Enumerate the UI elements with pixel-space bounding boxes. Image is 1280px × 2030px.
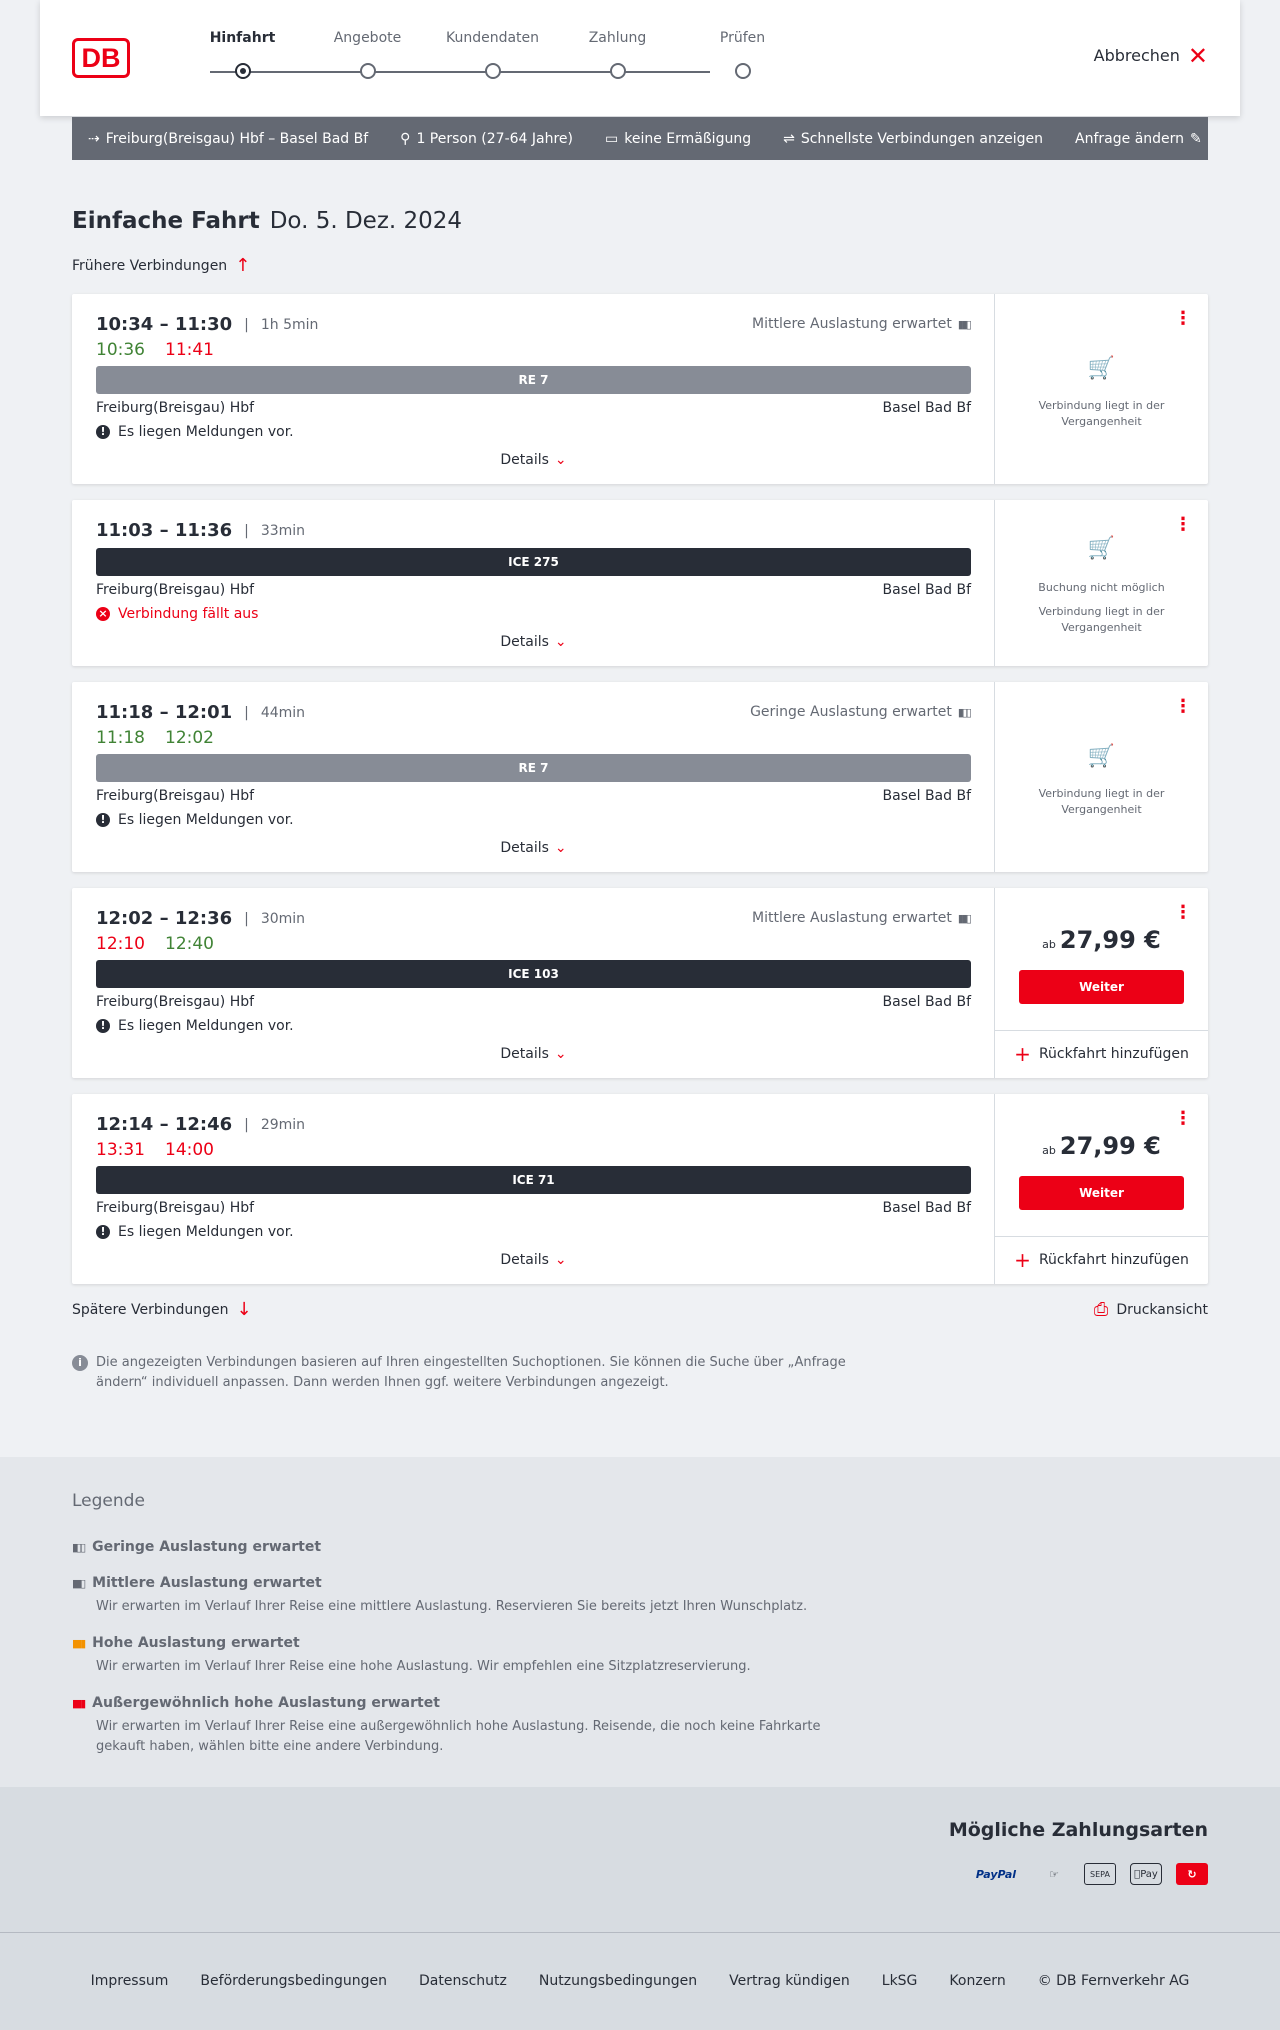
print-view-link[interactable]: ⎙ Druckansicht — [1093, 1299, 1208, 1320]
load-indicator: Mittlere Auslastung erwartet ▮▮▯ — [752, 910, 970, 926]
progress-stepper — [180, 30, 766, 90]
duration: | 30min — [244, 911, 305, 927]
chevron-down-icon: ⌄ — [554, 1252, 567, 1268]
info-icon: i — [72, 1355, 88, 1371]
step-dot — [485, 63, 501, 79]
filter-icon: ⇌ — [783, 130, 795, 147]
payment-section — [0, 1787, 1280, 1932]
connection-card — [72, 682, 1208, 872]
earlier-connections-link[interactable]: Frühere Verbindungen ↑ — [72, 255, 251, 276]
step-hinfahrt[interactable]: Hinfahrt — [180, 30, 305, 46]
step-dot — [735, 63, 751, 79]
connection-card — [72, 500, 1208, 666]
realtime: 12:10 12:40 — [96, 934, 214, 954]
footer-link-vertrag[interactable]: Vertrag kündigen — [729, 1973, 850, 1989]
price: ab 27,99 € — [1042, 926, 1161, 954]
chevron-down-icon: ⌄ — [554, 1046, 567, 1062]
details-toggle[interactable]: Details ⌄ — [500, 634, 567, 650]
duration: | 44min — [244, 705, 305, 721]
cart-cancel-icon: 🛒 — [1087, 536, 1116, 561]
details-toggle[interactable]: Details ⌄ — [500, 840, 567, 856]
booking-not-possible: Buchung nicht möglich — [1038, 581, 1165, 594]
load-low-icon: ▮▯▯ — [957, 705, 970, 719]
realtime: 13:31 14:00 — [96, 1140, 214, 1160]
train-bar[interactable]: RE 7 — [96, 754, 971, 782]
footer-link-impressum[interactable]: Impressum — [90, 1973, 169, 1989]
train-bar[interactable]: ICE 275 — [96, 548, 971, 576]
step-dot — [235, 63, 251, 79]
card-icon: ▭ — [605, 130, 619, 147]
footer — [0, 1932, 1280, 2030]
credit-card-icon: ☞ — [1049, 1867, 1059, 1881]
alert-icon: ! — [96, 813, 110, 827]
stepper-line — [210, 71, 710, 73]
person-icon: ⚲ — [400, 130, 411, 147]
page-title: Einfache Fahrt Do. 5. Dez. 2024 — [72, 208, 463, 234]
footer-link-datenschutz[interactable]: Datenschutz — [418, 1973, 507, 1989]
cancellation-message: × Verbindung fällt aus — [96, 606, 258, 622]
train-bar[interactable]: ICE 103 — [96, 960, 971, 988]
more-menu-icon[interactable]: ⋮ — [1174, 902, 1192, 923]
alert-icon: ! — [96, 425, 110, 439]
message: ! Es liegen Meldungen vor. — [96, 812, 294, 828]
realtime: 11:18 12:02 — [96, 728, 214, 748]
step-dot — [610, 63, 626, 79]
message: ! Es liegen Meldungen vor. — [96, 1224, 294, 1240]
details-toggle[interactable]: Details ⌄ — [500, 1252, 567, 1268]
stations: Freiburg(Breisgau) Hbf Basel Bad Bf — [96, 994, 971, 1010]
connection-time: 10:34 – 11:30 | 1h 5min — [96, 314, 318, 335]
more-menu-icon[interactable]: ⋮ — [1174, 696, 1192, 717]
step-zahlung: Zahlung — [555, 30, 680, 46]
chevron-down-icon: ⌄ — [554, 634, 567, 650]
legend-item: ▮▯▯ Geringe Auslastung erwartet — [72, 1539, 322, 1555]
payment-title: Mögliche Zahlungsarten — [948, 1819, 1208, 1841]
message: ! Es liegen Meldungen vor. — [96, 424, 294, 440]
step-angebote: Angebote — [305, 30, 430, 46]
arrow-up-icon: ↑ — [235, 255, 251, 276]
past-note: Verbindung liegt in der Vergangenheit — [1038, 787, 1165, 816]
chevron-down-icon: ⌄ — [554, 452, 567, 468]
load-low-icon: ▮▯▯ — [72, 1540, 85, 1554]
db-logo[interactable]: DB — [72, 38, 130, 78]
route-summary: ⇢ Freiburg(Breisgau) Hbf – Basel Bad Bf — [88, 130, 369, 147]
stations: Freiburg(Breisgau) Hbf Basel Bad Bf — [96, 1200, 971, 1216]
discount-summary: ▭ keine Ermäßigung — [605, 130, 752, 147]
payment-icons — [968, 1863, 1208, 1885]
legend-section — [0, 1457, 1280, 1787]
footer-link-nutzung[interactable]: Nutzungsbedingungen — [538, 1973, 698, 1989]
more-menu-icon[interactable]: ⋮ — [1174, 308, 1192, 329]
continue-button[interactable]: Weiter — [1019, 970, 1184, 1004]
header — [40, 0, 1240, 116]
load-medium-icon: ▮▮▯ — [72, 1576, 85, 1590]
connection-time: 12:02 – 12:36 | 30min — [96, 908, 305, 929]
info-note: i Die angezeigten Verbindungen basieren auf Ihren eingestellten Suchoptionen. Sie können die Suche über „Anfrage ändern“ individuell anpassen. Dann werden Ihnen ggf. weitere Verbindungen angezeigt. — [72, 1353, 852, 1393]
duration: | 33min — [244, 523, 305, 539]
more-menu-icon[interactable]: ⋮ — [1174, 1108, 1192, 1129]
cancel-circle-icon: × — [96, 607, 110, 621]
footer-link-lksg[interactable]: LkSG — [881, 1973, 918, 1989]
details-toggle[interactable]: Details ⌄ — [500, 1046, 567, 1062]
step-kundendaten: Kundendaten — [430, 30, 555, 46]
close-icon: ✕ — [1187, 41, 1208, 70]
duration: | 29min — [244, 1117, 305, 1133]
stations: Freiburg(Breisgau) Hbf Basel Bad Bf — [96, 400, 971, 416]
load-exceptional-icon: ▮▮▮ — [72, 1696, 85, 1710]
connection-card — [72, 294, 1208, 484]
message: ! Es liegen Meldungen vor. — [96, 1018, 294, 1034]
cart-cancel-icon: 🛒 — [1087, 356, 1116, 381]
connection-time: 11:18 – 12:01 | 44min — [96, 702, 305, 723]
load-medium-icon: ▮▮▯ — [957, 317, 970, 331]
footer-link-konzern[interactable]: Konzern — [949, 1973, 1006, 1989]
load-medium-icon: ▮▮▯ — [957, 911, 970, 925]
past-note: Verbindung liegt in der Vergangenheit — [1038, 399, 1165, 428]
train-bar[interactable]: ICE 71 — [96, 1166, 971, 1194]
plus-icon: + — [1014, 1042, 1031, 1066]
duration: | 1h 5min — [244, 317, 318, 333]
sepa-icon: SEPA — [1084, 1863, 1116, 1885]
connection-time: 12:14 – 12:46 | 29min — [96, 1114, 305, 1135]
load-indicator: Mittlere Auslastung erwartet ▮▮▯ — [752, 316, 970, 332]
fastest-summary: ⇌ Schnellste Verbindungen anzeigen — [783, 130, 1044, 147]
later-connections-link[interactable]: Spätere Verbindungen ↓ — [72, 1299, 252, 1320]
past-note: Verbindung liegt in der Vergangenheit — [1038, 605, 1165, 634]
connection-card — [72, 888, 1208, 1078]
plus-icon: + — [1014, 1248, 1031, 1272]
printer-icon: ⎙ — [1093, 1299, 1109, 1320]
arrow-down-icon: ↓ — [236, 1299, 252, 1320]
legend-item: ▮▮▯ Mittlere Auslastung erwartet Wir erwarten im Verlauf Ihrer Reise eine mittlere Auslastung. Reservieren Sie bereits jetzt Ihren Wunschplatz. — [72, 1575, 808, 1614]
add-return-button[interactable]: + Rückfahrt hinzufügen — [995, 1030, 1208, 1077]
db-pay-icon: ↻ — [1176, 1863, 1208, 1885]
cancel-button[interactable]: Abbrechen ✕ — [1093, 41, 1208, 70]
more-menu-icon[interactable]: ⋮ — [1174, 514, 1192, 535]
connection-card — [72, 1094, 1208, 1284]
train-bar[interactable]: RE 7 — [96, 366, 971, 394]
load-indicator: Geringe Auslastung erwartet ▮▯▯ — [750, 704, 970, 720]
footer-link-befoerderung[interactable]: Beförderungsbedingungen — [200, 1973, 387, 1989]
chevron-down-icon: ⌄ — [554, 840, 567, 856]
paypal-icon: PayPal — [975, 1867, 1017, 1881]
price: ab 27,99 € — [1042, 1132, 1161, 1160]
stations: Freiburg(Breisgau) Hbf Basel Bad Bf — [96, 582, 971, 598]
legend-item: ▮▮▮ Außergewöhnlich hohe Auslastung erwartet Wir erwarten im Verlauf Ihrer Reise eine außergewöhnlich hohe Auslastung. Reisende, die noch keine Fahrkarte gekauft haben, wählen bitte eine andere Verbindung. — [72, 1695, 821, 1754]
realtime: 10:36 11:41 — [96, 340, 214, 360]
step-dot — [360, 63, 376, 79]
edit-request-button[interactable]: Anfrage ändern ✎ — [1075, 130, 1202, 147]
continue-button[interactable]: Weiter — [1019, 1176, 1184, 1210]
connection-time: 11:03 – 11:36 | 33min — [96, 520, 305, 541]
cart-cancel-icon: 🛒 — [1087, 744, 1116, 769]
legend-item: ▮▮▮ Hohe Auslastung erwartet Wir erwarten im Verlauf Ihrer Reise eine hohe Auslastung. Wir empfehlen eine Sitzplatzreservierung. — [72, 1635, 751, 1674]
person-summary: ⚲ 1 Person (27-64 Jahre) — [400, 130, 573, 147]
apple-pay-icon: Pay — [1130, 1863, 1162, 1885]
search-summary-bar — [72, 117, 1208, 160]
pencil-icon: ✎ — [1190, 130, 1202, 147]
alert-icon: ! — [96, 1019, 110, 1033]
step-pruefen: Prüfen — [680, 30, 805, 46]
stations: Freiburg(Breisgau) Hbf Basel Bad Bf — [96, 788, 971, 804]
details-toggle[interactable]: Details ⌄ — [500, 452, 567, 468]
add-return-button[interactable]: + Rückfahrt hinzufügen — [995, 1236, 1208, 1283]
arrow-right-icon: ⇢ — [88, 130, 100, 147]
load-high-icon: ▮▮▮ — [72, 1636, 85, 1650]
alert-icon: ! — [96, 1225, 110, 1239]
footer-copyright: © DB Fernverkehr AG — [1037, 1973, 1190, 1989]
legend-title: Legende — [72, 1491, 145, 1511]
